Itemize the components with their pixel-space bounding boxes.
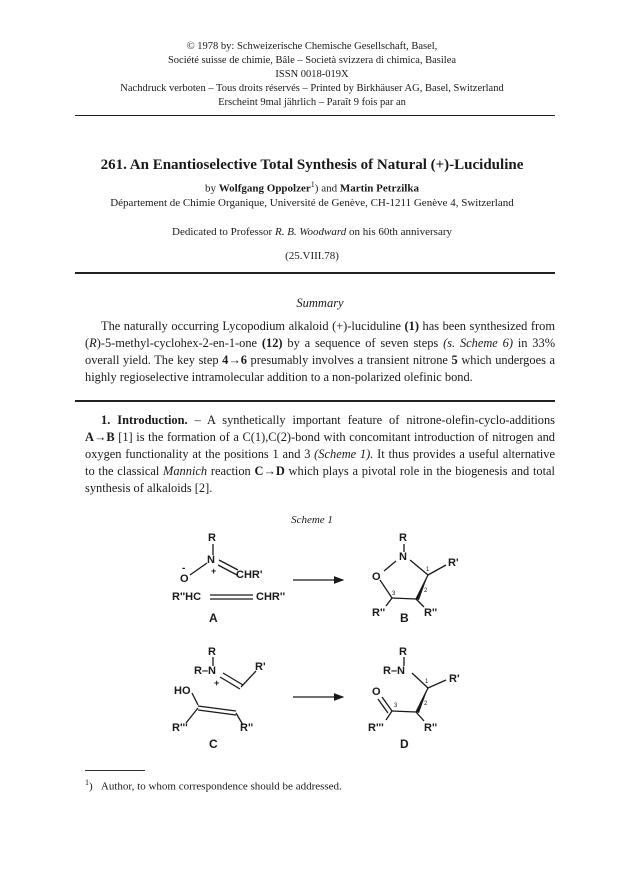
received-date: (25.VIII.78) <box>285 250 339 262</box>
footnote-number: 1 <box>85 778 89 787</box>
d-r2-label: R'' <box>424 722 438 734</box>
isox-n-o <box>384 561 396 571</box>
a-olefin-left: R''HC <box>172 591 202 603</box>
nitrone-5: 5 <box>451 353 458 367</box>
structure-a-label: A <box>209 611 218 625</box>
rights-line: Nachdruck verboten – Tous droits réservés – Printed by Birkhäuser AG, Basel, Switzerland <box>120 83 504 94</box>
article-title: 261. An Enantioselective Total Synthesis of Natural (+)-Luciduline <box>100 157 524 173</box>
c-r2-label: R'' <box>240 722 254 734</box>
introduction-paragraph: 1. Introduction. – A synthetically important feature of nitrone-olefin-cyclo-additions A→B [1] is the formation of a C(1),C(2)-bond with concomitant introduction of nitrogen and oxygen functionality at the positions 1 and 3 (Scheme 1). It thus provides a useful alternative to the classical Mannich reaction C→D which plays a pivotal role in the biogenesis and total synthesis of alkaloids [2]. <box>85 413 556 495</box>
d-o-label: O <box>372 686 381 698</box>
a-plus-charge: + <box>211 566 217 576</box>
structure-b-label: B <box>400 611 409 625</box>
iminium-c-r1 <box>241 671 256 687</box>
authors-line: by Wolfgang Oppolzer$^1$) and Martin Petrzilka <box>205 180 419 195</box>
c-rn-label: R–N <box>194 665 217 677</box>
c-r3-label: R''' <box>172 722 188 734</box>
author-petrzilka: Martin Petrzilka <box>339 182 419 195</box>
d-pos-1: 1 <box>425 679 429 685</box>
isox-c2-r2 <box>416 599 424 607</box>
issn-line: ISSN 0018-019X <box>275 69 349 80</box>
n-c-double-bond-2 <box>218 565 237 575</box>
b-r2-right: R'' <box>424 607 438 619</box>
b-pos-1: 1 <box>426 567 430 573</box>
authors-and: and <box>321 182 338 195</box>
b-n-label: N <box>399 551 407 563</box>
a-minus-charge: - <box>182 563 186 574</box>
isox-o-c3 <box>380 580 392 598</box>
mannich-c3-o-2 <box>378 699 388 713</box>
a-o-label: O <box>180 573 189 585</box>
authors-prefix: by <box>205 182 217 195</box>
iminium-c-n-2 <box>223 673 243 685</box>
d-r1-label: R' <box>449 673 460 685</box>
structure-c-label: C <box>209 737 218 751</box>
b-r1-label: R' <box>448 557 459 569</box>
affiliation: Département de Chimie Organique, Université de Genève, CH-1211 Genève 4, Switzerland <box>110 197 514 209</box>
b-r-label: R <box>399 532 407 544</box>
enol-c-r3 <box>186 708 198 723</box>
d-r3-label: R''' <box>368 722 384 734</box>
summary-paragraph: The naturally occurring Lycopodium alkaloid (+)-luciduline (1) has been synthesized from (R)-5-methyl-cyclohex-2-en-1-one (12) by a sequence of seven steps (s. Scheme 6) in 33% overall yield. The key step 4→6 presumably involves a transient nitrone 5 which undergoes a highly regioselective intramolecular addition to a non-polarized olefinic bond. <box>85 319 556 384</box>
dedication-name: R. B. Woodward <box>274 226 347 238</box>
mannich-c2-c3 <box>392 711 416 712</box>
dedication-suffix: on his 60th anniversary <box>349 226 452 238</box>
a-chr-label: CHR' <box>236 569 263 581</box>
b-o-label: O <box>372 571 381 583</box>
d-rn-label: R–N <box>383 665 406 677</box>
d-pos-3: 3 <box>394 703 398 709</box>
d-r-label: R <box>399 646 407 658</box>
compound-1: (1) <box>404 319 419 333</box>
copyright-line: © 1978 by: Schweizerische Chemische Gesellschaft, Basel, <box>186 41 438 52</box>
d-pos-2: 2 <box>424 701 428 707</box>
dedication-prefix: Dedicated to Professor <box>172 226 273 238</box>
b-pos-2: 2 <box>424 588 428 594</box>
c-plus-charge: + <box>214 678 220 688</box>
a-r-label: R <box>208 532 216 544</box>
key-step: 4→6 <box>222 353 247 367</box>
author-footnote-mark: 1 <box>310 180 315 189</box>
a-olefin-right: CHR'' <box>256 591 286 603</box>
a-n-label: N <box>207 554 215 566</box>
mannich-c3-o-1 <box>382 697 392 711</box>
b-pos-3: 3 <box>392 591 396 597</box>
mannich-c1-r1 <box>428 680 446 688</box>
scheme-title: Scheme 1 <box>291 514 333 526</box>
summary-heading: Summary <box>296 296 344 310</box>
author-oppolzer: Wolfgang Oppolzer <box>218 182 311 195</box>
iminium-c-n-1 <box>220 677 240 689</box>
c-r-label: R <box>208 646 216 658</box>
compound-12: (12) <box>261 336 283 350</box>
mannich-c2-r2 <box>416 712 424 721</box>
isox-c3-r2 <box>386 598 392 606</box>
isox-c1-r1 <box>428 565 446 575</box>
c-r1-label: R' <box>255 661 266 673</box>
society-line: Société suisse de chimie, Bâle – Società svizzera di chimica, Basilea <box>167 55 457 66</box>
n-o-bond <box>190 563 207 575</box>
footnote: $^1$) Author, to whom correspondence should be addressed. <box>85 778 342 793</box>
section-heading: 1. Introduction. <box>101 413 188 427</box>
c-ho-label: HO <box>174 685 191 697</box>
structure-d-label: D <box>400 737 409 751</box>
footnote-text: Author, to whom correspondence should be addressed. <box>100 780 342 793</box>
frequency-line: Erscheint 9mal jährlich – Paraît 9 fois par an <box>218 97 406 108</box>
footnote-rule <box>85 770 145 771</box>
enol-o-c <box>192 693 198 705</box>
b-r2-left: R'' <box>372 607 386 619</box>
isox-c3-c2 <box>392 598 416 599</box>
